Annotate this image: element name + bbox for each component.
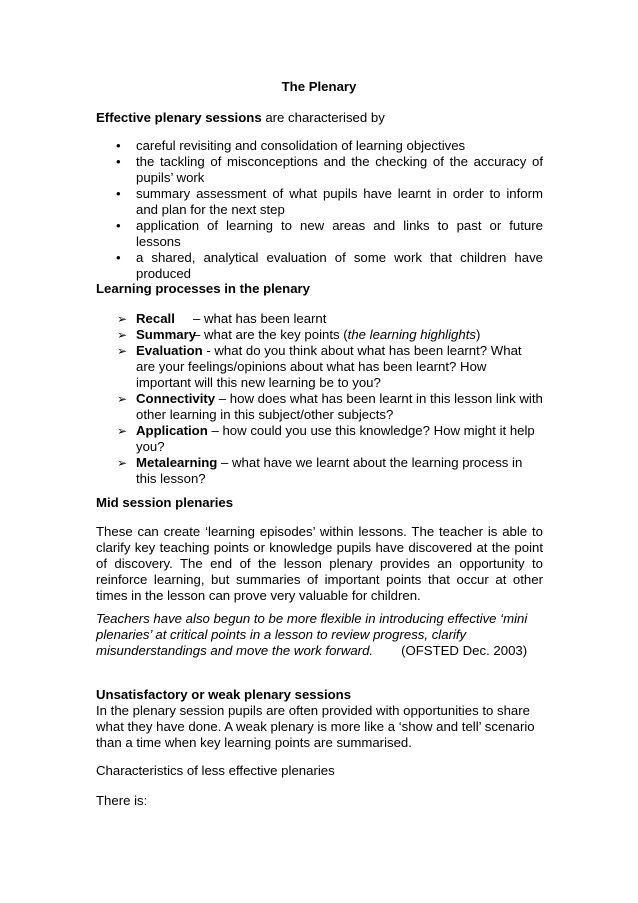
list-item: • application of learning to new areas and links to past or future lessons xyxy=(116,218,543,249)
characteristics-line: Characteristics of less effective plenaries xyxy=(96,763,335,778)
bullet-icon: • xyxy=(116,138,121,153)
list-item: • the tackling of misconceptions and the checking of the accuracy of pupils’ work xyxy=(116,154,543,185)
processes-heading: Learning processes in the plenary xyxy=(96,281,311,296)
weak-plenary-heading: Unsatisfactory or weak plenary sessions xyxy=(96,687,352,702)
bullet-icon: • xyxy=(116,250,121,265)
bullet-icon: • xyxy=(116,154,121,169)
arrow-bullet-icon: ➢ xyxy=(117,328,128,342)
there-is-line: There is: xyxy=(96,793,148,808)
list-item: ➢ Evaluation - what do you think about what has been learnt? What are your feelings/opinions about what has been learnt? How important will this new learning be to you? xyxy=(117,343,522,390)
page-title: The Plenary xyxy=(281,79,357,94)
bullet-icon: • xyxy=(116,218,121,233)
quote-citation: (OFSTED Dec. 2003) xyxy=(401,643,528,658)
list-item: ➢ Application – how could you use this knowledge? How might it help you? xyxy=(117,423,535,454)
list-item: ➢ Summary– what are the key points (the learning highlights) xyxy=(117,327,481,342)
list-item: ➢ Connectivity – how does what has been learnt in this lesson link with other learning in this subject/other subjects? xyxy=(117,391,543,422)
characteristics-list xyxy=(96,138,543,282)
bullet-icon: • xyxy=(116,186,121,201)
quote-text: Teachers have also begun to be more flexible in introducing effective ‘mini plenaries’ at critical points in a lesson to review progress, clarify misunderstandings and move the work forward. xyxy=(96,611,528,658)
list-item: • careful revisiting and consolidation of learning objectives xyxy=(116,138,466,153)
arrow-bullet-icon: ➢ xyxy=(117,344,128,358)
arrow-bullet-icon: ➢ xyxy=(117,456,128,470)
mid-session-paragraph: These can create ‘learning episodes’ within lessons. The teacher is able to clarify key teaching points or knowledge pupils have discovered at the point of discovery. The end of the lesson plenary provides an opportunity to reinforce learning, but summaries of important points that occur at other times in the lesson can prove very valuable for children. xyxy=(96,524,543,603)
list-item: ➢ Recall – what has been learnt xyxy=(117,311,327,326)
ofsted-quote xyxy=(96,611,543,659)
arrow-bullet-icon: ➢ xyxy=(117,424,128,438)
processes-list xyxy=(96,311,543,487)
list-item: • a shared, analytical evaluation of some work that children have produced xyxy=(116,250,543,281)
mid-session-heading: Mid session plenaries xyxy=(96,495,234,510)
list-item: ➢ Metalearning – what have we learnt about the learning process in this lesson? xyxy=(117,455,523,486)
arrow-bullet-icon: ➢ xyxy=(117,312,128,326)
intro-bold: Effective plenary sessions xyxy=(96,110,262,125)
arrow-bullet-icon: ➢ xyxy=(117,392,128,406)
intro-rest: are characterised by xyxy=(261,110,385,125)
intro-line xyxy=(96,110,543,126)
weak-plenary-paragraph: In the plenary session pupils are often provided with opportunities to share what they have done. A weak plenary is more like a ‘show and tell’ scenario than a time when key learning points are summarised. xyxy=(96,703,535,750)
list-item: • summary assessment of what pupils have learnt in order to inform and plan for the next step xyxy=(116,186,543,217)
